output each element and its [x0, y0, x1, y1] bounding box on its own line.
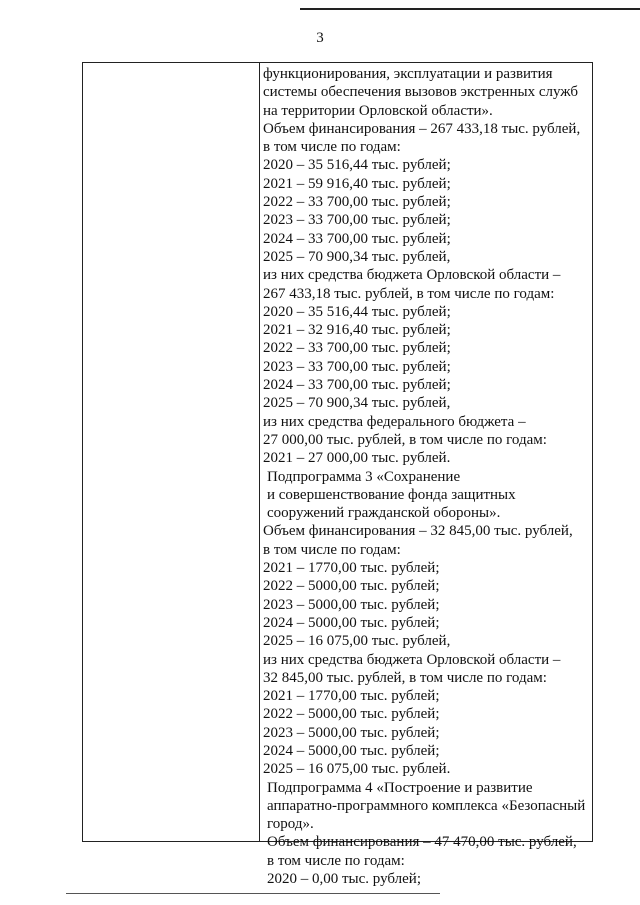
text-line: 2022 – 33 700,00 тыс. рублей; [263, 194, 451, 211]
text-line: из них средства бюджета Орловской области – [263, 267, 561, 284]
column-divider [259, 63, 260, 841]
table-right-cell [263, 65, 591, 888]
text-line: функционирования, эксплуатации и развития [263, 66, 553, 82]
text-line: 32 845,00 тыс. рублей, в том числе по годам: [263, 669, 547, 686]
text-line: 2020 – 35 516,44 тыс. рублей; [263, 157, 451, 174]
text-line: Объем финансирования – 47 470,00 тыс. рублей, [267, 834, 577, 851]
text-line: город». [267, 816, 314, 833]
text-line: из них средства федерального бюджета – [263, 413, 526, 430]
text-line: Объем финансирования – 267 433,18 тыс. рублей, [263, 120, 581, 137]
text-line: 2021 – 59 916,40 тыс. рублей; [263, 175, 451, 192]
text-line: 2024 – 33 700,00 тыс. рублей; [263, 377, 451, 394]
text-line: сооружений гражданской обороны». [267, 505, 501, 522]
text-line: Подпрограмма 3 «Сохранение [267, 468, 461, 485]
text-line: и совершенствование фонда защитных [267, 486, 516, 503]
text-line: 2023 – 5000,00 тыс. рублей; [263, 724, 440, 741]
text-line: 2024 – 5000,00 тыс. рублей; [263, 742, 440, 759]
text-line: 267 433,18 тыс. рублей, в том числе по годам: [263, 285, 555, 302]
text-line: 2022 – 5000,00 тыс. рублей; [263, 578, 440, 595]
page-number: 3 [316, 30, 324, 46]
text-line: 2023 – 33 700,00 тыс. рублей; [263, 212, 451, 229]
text-line: 2020 – 0,00 тыс. рублей; [267, 871, 421, 888]
text-line: 2023 – 5000,00 тыс. рублей; [263, 596, 440, 613]
text-line: 2021 – 27 000,00 тыс. рублей. [263, 450, 451, 467]
top-rule [300, 8, 640, 10]
text-line: 27 000,00 тыс. рублей, в том числе по годам: [263, 431, 547, 448]
bottom-rule [66, 893, 440, 894]
table-left-cell [83, 63, 259, 841]
text-line: аппаратно-программного комплекса «Безопасный [267, 797, 586, 814]
text-line: 2021 – 1770,00 тыс. рублей; [263, 688, 440, 705]
text-line: Объем финансирования – 32 845,00 тыс. рублей, [263, 523, 573, 540]
text-line: 2022 – 33 700,00 тыс. рублей; [263, 340, 451, 357]
text-line: 2025 – 70 900,34 тыс. рублей, [263, 395, 451, 412]
text-line: 2024 – 5000,00 тыс. рублей; [263, 614, 440, 631]
text-line: 2025 – 70 900,34 тыс. рублей, [263, 248, 451, 265]
text-line: 2020 – 35 516,44 тыс. рублей; [263, 303, 451, 320]
text-line: системы обеспечения вызовов экстренных служб [263, 84, 579, 101]
text-line: 2021 – 32 916,40 тыс. рублей; [263, 322, 451, 339]
text-line: 2023 – 33 700,00 тыс. рублей; [263, 358, 451, 375]
text-line: 2025 – 16 075,00 тыс. рублей. [263, 761, 451, 778]
text-line: на территории Орловской области». [263, 102, 493, 119]
text-line: в том числе по годам: [263, 139, 401, 156]
text-line: 2024 – 33 700,00 тыс. рублей; [263, 230, 451, 247]
text-line: 2021 – 1770,00 тыс. рублей; [263, 560, 440, 577]
text-line: 2025 – 16 075,00 тыс. рублей, [263, 633, 451, 650]
text-line: 2022 – 5000,00 тыс. рублей; [263, 706, 440, 723]
document-table [82, 62, 593, 888]
text-line: из них средства бюджета Орловской области – [263, 651, 561, 668]
text-line: в том числе по годам: [263, 541, 401, 558]
text-line: Подпрограмма 4 «Построение и развитие [267, 779, 533, 796]
text-line: в том числе по годам: [267, 852, 405, 869]
